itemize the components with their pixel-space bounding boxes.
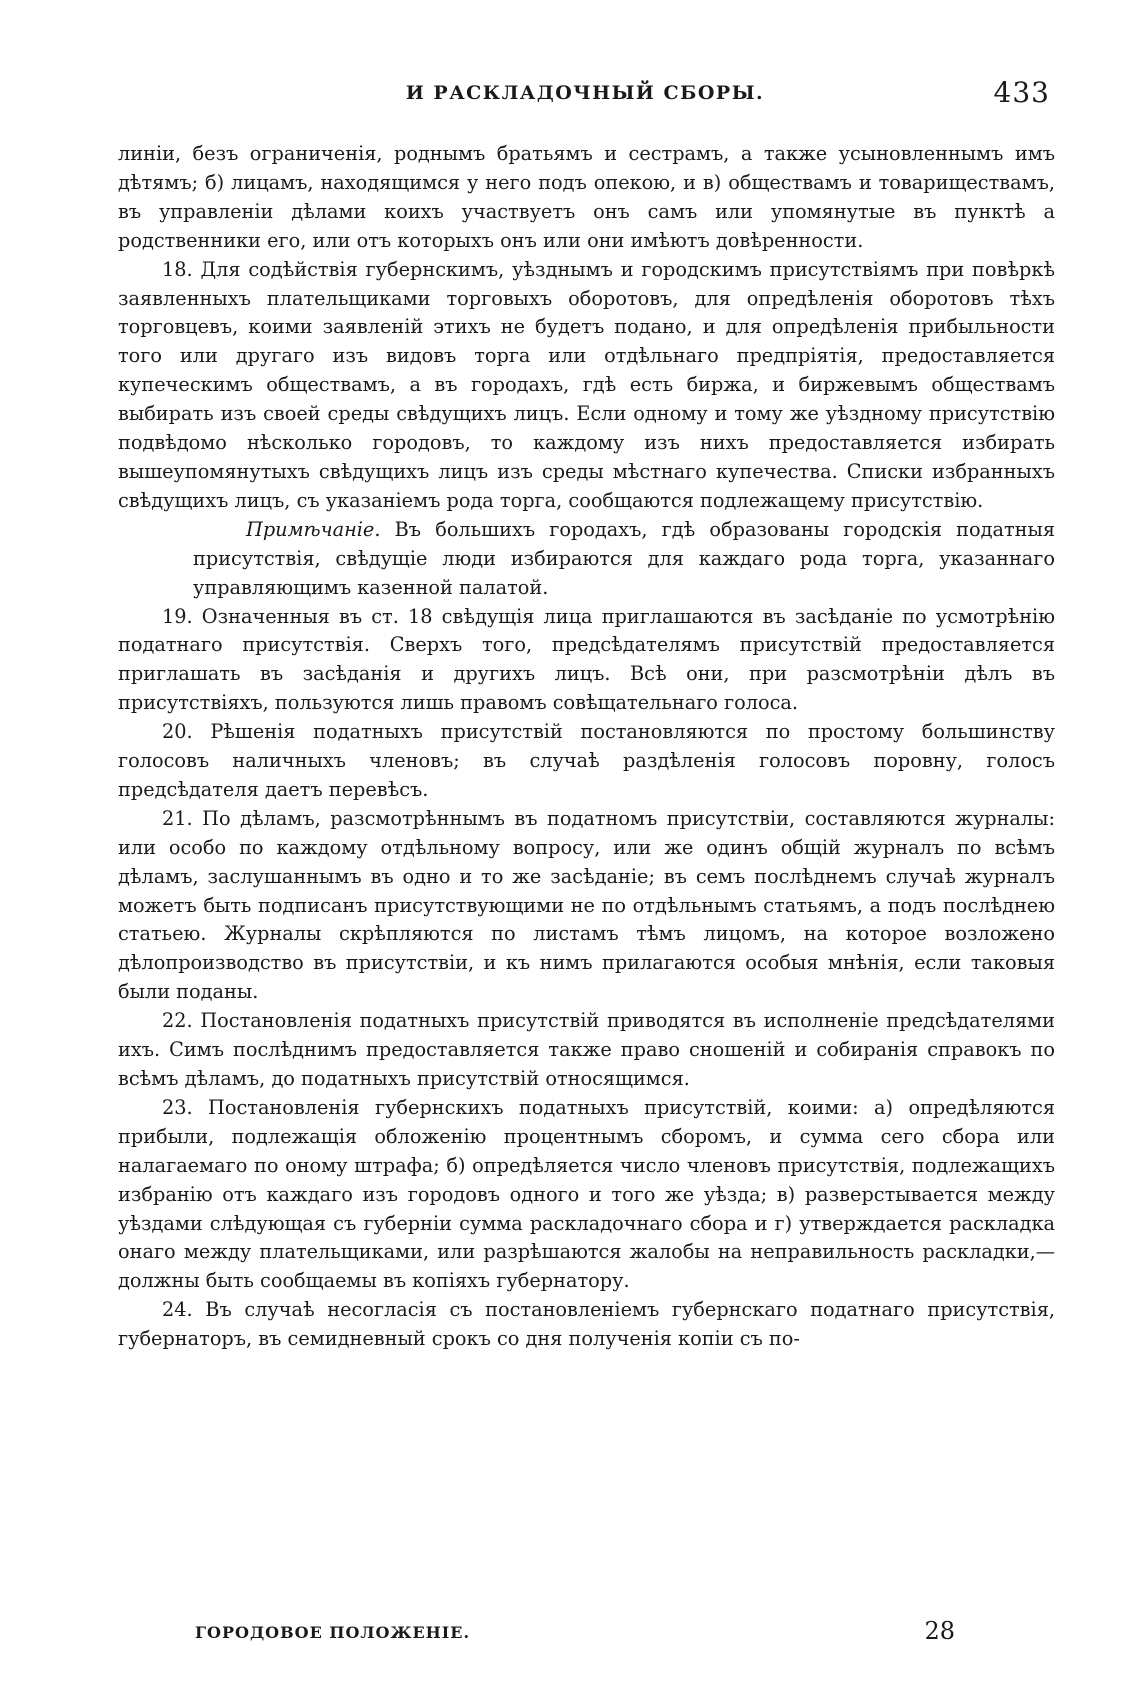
- article-23: 23. Постановленія губернскихъ податныхъ присутствій, коими: а) опредѣляются прибыли, подлежащія обложенію процентнымъ сборомъ, и сумма сего сбора или налагаемаго по оному штрафа; б) опредѣляется число членовъ присутствія, подлежащихъ избранію отъ каждаго изъ городовъ одного и того же уѣзда; в) разверстывается между уѣздами слѣдующая съ губерніи сумма раскладочнаго сбора и г) утверждается раскладка онаго между плательщиками, или разрѣшаются жалобы на неправильность раскладки,—должны быть сообщаемы въ копіяхъ губернатору.: [118, 1095, 1055, 1293]
- page-number: 433: [993, 76, 1050, 109]
- note-label: Примѣчаніе.: [246, 517, 381, 541]
- sheet-number: 28: [924, 1617, 955, 1645]
- article-19: 19. Означенныя въ ст. 18 свѣдущія лица приглашаются въ засѣданіе по усмотрѣнію податнаго присутствія. Сверхъ того, предсѣдателямъ присутствій предоставляется приглашать въ засѣданія и другихъ лицъ. Всѣ они, при разсмотрѣніи дѣлъ въ присутствіяхъ, пользуются лишь правомъ совѣщательнаго голоса.: [118, 604, 1055, 715]
- note-paragraph: [193, 516, 1055, 603]
- text-block: [118, 140, 1055, 1354]
- article-20: 20. Рѣшенія податныхъ присутствій постановляются по простому большинству голосовъ наличныхъ членовъ; въ случаѣ раздѣленія голосовъ поровну, голосъ предсѣдателя даетъ перевѣсъ.: [118, 720, 1055, 801]
- article-24: 24. Въ случаѣ несогласія съ постановленіемъ губернскаго податнаго присутствія, губернаторъ, въ семидневный срокъ со дня полученія копіи съ по-: [118, 1298, 1055, 1351]
- footer: [195, 1617, 955, 1647]
- running-title: И РАСКЛАДОЧНЫЙ СБОРЫ.: [405, 82, 765, 104]
- article-18: 18. Для содѣйствія губернскимъ, уѣзднымъ и городскимъ присутствіямъ при повѣркѣ заявленныхъ плательщиками торговыхъ оборотовъ, для опредѣленія оборотовъ тѣхъ торговцевъ, коими заявленій этихъ не будетъ подано, и для опредѣленія прибыльности того или другаго изъ видовъ торга или отдѣльнаго предпріятія, предоставляется купеческимъ обществамъ, а въ городахъ, гдѣ есть биржа, и биржевымъ обществамъ выбирать изъ своей среды свѣдущихъ лицъ. Если одному и тому же уѣздному присутствію подвѣдомо нѣсколько городовъ, то каждому изъ нихъ предоставляется избирать вышеупомянутыхъ свѣдущихъ лицъ изъ среды мѣстнаго купечества. Списки избранныхъ свѣдущихъ лицъ, съ указаніемъ рода торга, сообщаются подлежащему присутствію.: [118, 257, 1055, 512]
- signature-mark: ГОРОДОВОЕ ПОЛОЖЕНІЕ.: [195, 1623, 471, 1642]
- article-21: 21. По дѣламъ, разсмотрѣннымъ въ податномъ присутствіи, составляются журналы: или особо по каждому отдѣльному вопросу, или же одинъ общій журналъ по всѣмъ дѣламъ, заслушаннымъ въ одно и то же засѣданіе; въ семъ послѣднемъ случаѣ журналъ можетъ быть подписанъ присутствующими не по отдѣльнымъ статьямъ, а подъ послѣднею статьею. Журналы скрѣпляются по листамъ тѣмъ лицомъ, на которое возложено дѣлопроизводство въ присутствіи, и къ нимъ прилагаются особыя мнѣнія, если таковыя были поданы.: [118, 806, 1055, 1004]
- article-22: 22. Постановленія податныхъ присутствій приводятся въ исполненіе предсѣдателями ихъ. Симъ послѣднимъ предоставляется также право сношеній и собиранія справокъ по всѣмъ дѣламъ, до податныхъ присутствій относящимся.: [118, 1009, 1055, 1090]
- note-text: Въ большихъ городахъ, гдѣ образованы городскія податныя присутствія, свѣдущіе люди избираются для каждаго рода торга, указаннаго управляющимъ казенной палатой.: [193, 517, 1055, 599]
- running-head: [120, 76, 1050, 120]
- continued-paragraph: линіи, безъ ограниченія, роднымъ братьямъ и сестрамъ, а также усыновленнымъ имъ дѣтямъ; б) лицамъ, находящимся у него подъ опекою, и в) обществамъ и товариществамъ, въ управленіи дѣлами коихъ участвуетъ онъ самъ или упомянутые въ пунктѣ а родственники его, или отъ которыхъ онъ или они имѣютъ довѣренности.: [118, 142, 1055, 252]
